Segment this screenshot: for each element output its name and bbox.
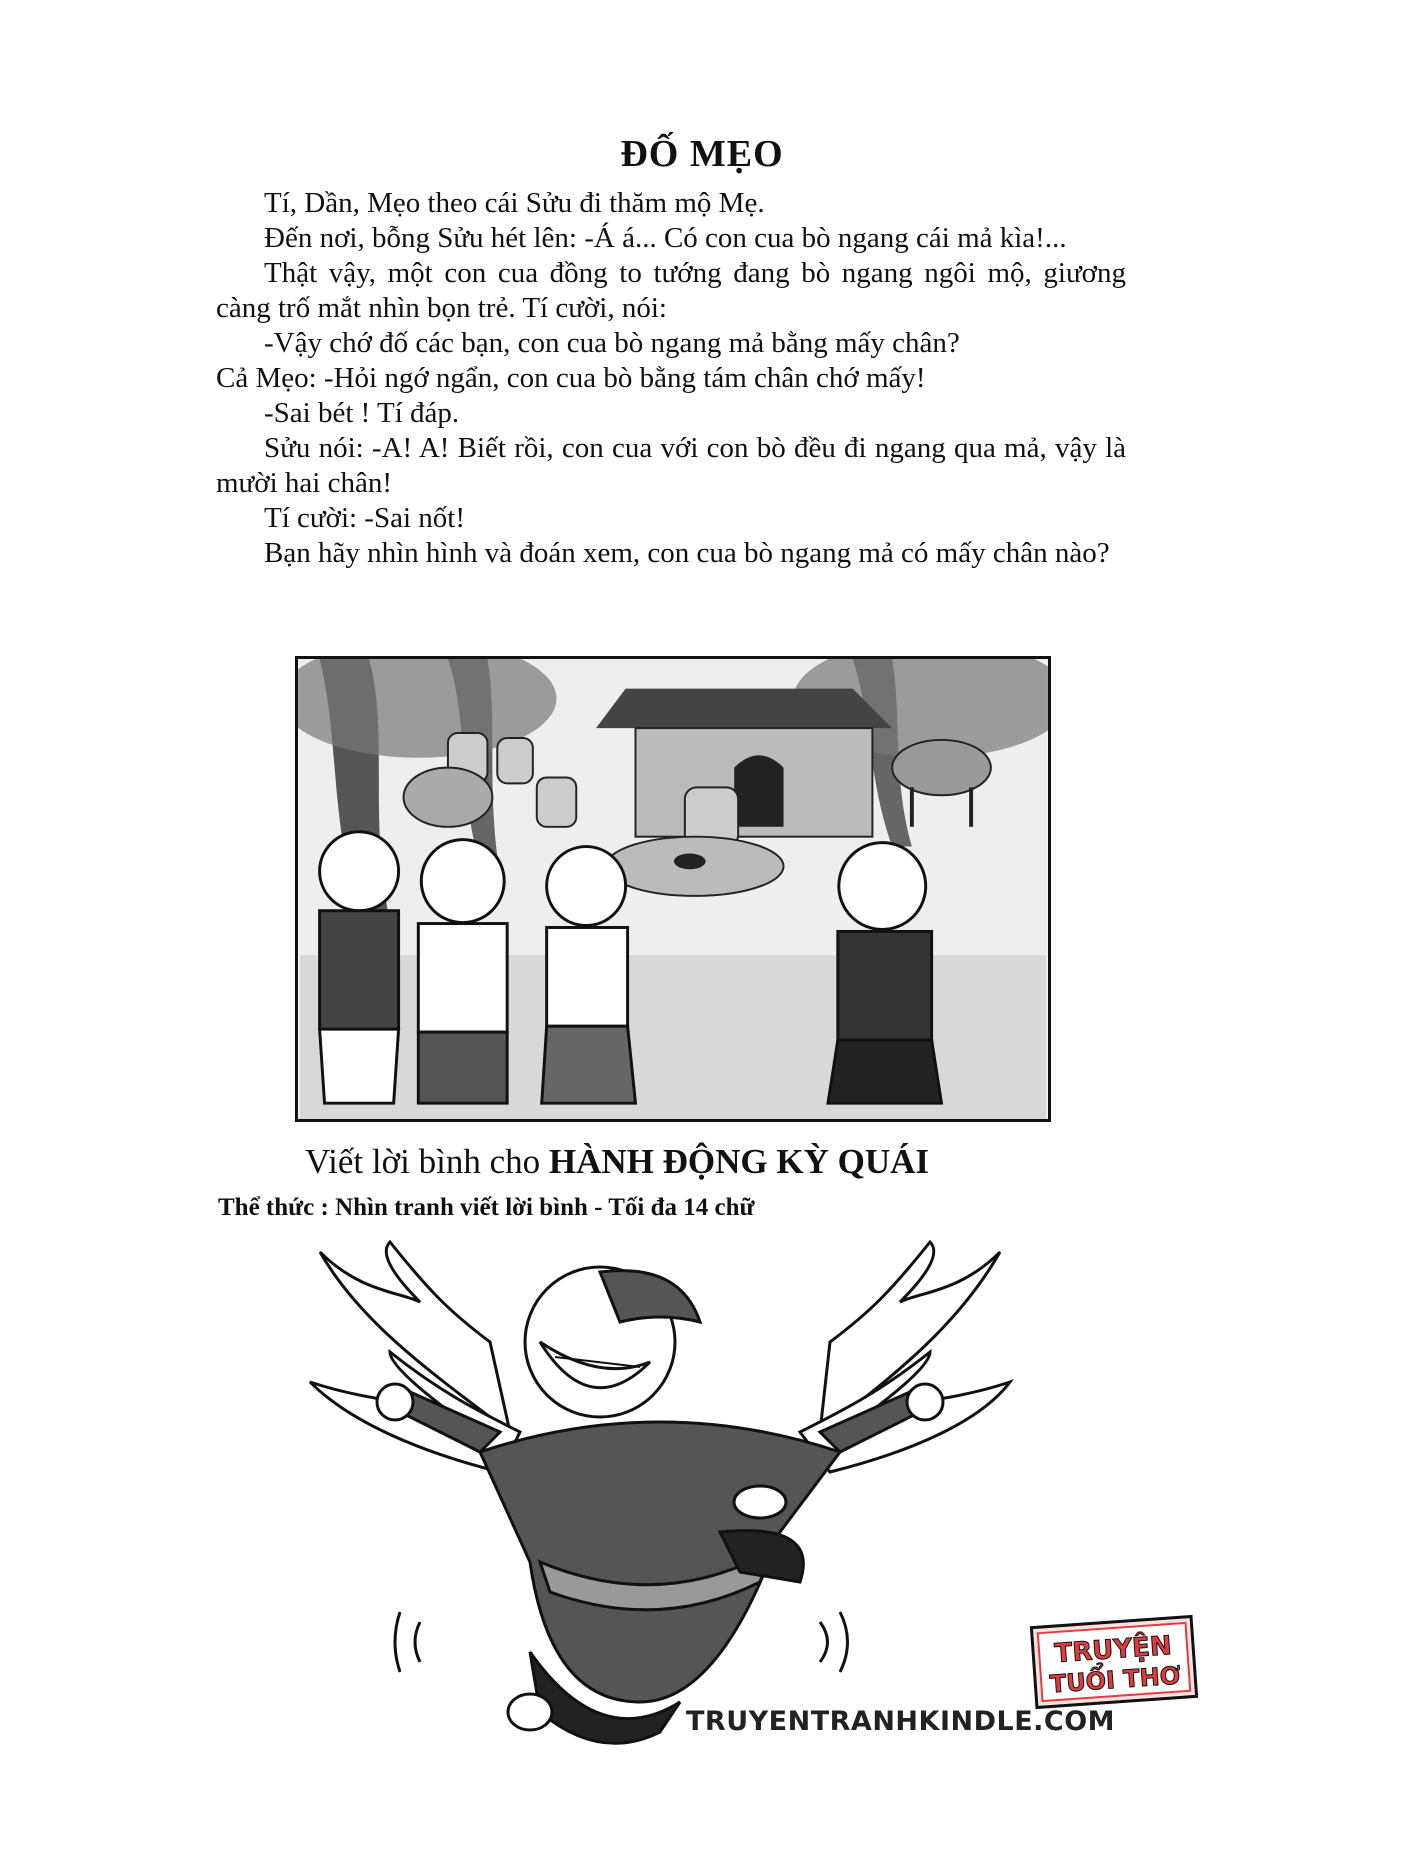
section-heading-bold: HÀNH ĐỘNG KỲ QUÁI bbox=[548, 1142, 930, 1181]
truyen-tuoi-tho-logo bbox=[1024, 1612, 1204, 1712]
winged-man-image bbox=[300, 1232, 1020, 1772]
section-heading-prefix: Viết lời bình cho bbox=[305, 1142, 549, 1181]
section-heading bbox=[305, 1142, 929, 1182]
story-paragraph: Tí, Dần, Mẹo theo cái Sửu đi thăm mộ Mẹ. bbox=[264, 187, 765, 219]
format-instructions: Thể thức : Nhìn tranh viết lời bình - Tối đa 14 chữ bbox=[218, 1194, 755, 1221]
svg-text:TRUYỆN: TRUYỆN bbox=[1053, 1630, 1173, 1670]
story-paragraph: Bạn hãy nhìn hình và đoán xem, con cua bò ngang mả có mấy chân nào? bbox=[264, 537, 1110, 569]
comic-panel-illustration bbox=[295, 656, 1051, 1122]
story-paragraph: -Sai bét ! Tí đáp. bbox=[264, 397, 460, 429]
svg-text:TUỔI THƠ: TUỔI THƠ bbox=[1048, 1661, 1182, 1699]
watermark-site-url: TRUYENTRANHKINDLE.COM bbox=[686, 1706, 1116, 1737]
winged-man-illustration bbox=[300, 1232, 1020, 1772]
page-title: ĐỐ MẸO bbox=[620, 133, 784, 175]
story-text bbox=[216, 186, 1126, 571]
story-paragraph: Tí cười: -Sai nốt! bbox=[264, 502, 465, 534]
story-paragraph: Thật vậy, một con cua đồng to tướng đang bò ngang ngôi mộ, giương càng trố mắt nhìn bọn trẻ. Tí cười, nói: bbox=[216, 257, 1126, 324]
story-paragraph: Sửu nói: -A! A! Biết rồi, con cua với con bò đều đi ngang qua mả, vậy là mười hai chân! bbox=[216, 432, 1126, 499]
story-paragraph: Cả Mẹo: -Hỏi ngớ ngẩn, con cua bò bằng tám chân chớ mấy! bbox=[216, 362, 926, 394]
story-paragraph: Đến nơi, bỗng Sửu hét lên: -Á á... Có con cua bò ngang cái mả kìa!... bbox=[264, 222, 1067, 254]
graveyard-scene-image bbox=[298, 659, 1048, 1119]
story-paragraph: -Vậy chớ đố các bạn, con cua bò ngang mả bằng mấy chân? bbox=[264, 327, 960, 359]
logo-image bbox=[1024, 1612, 1204, 1712]
